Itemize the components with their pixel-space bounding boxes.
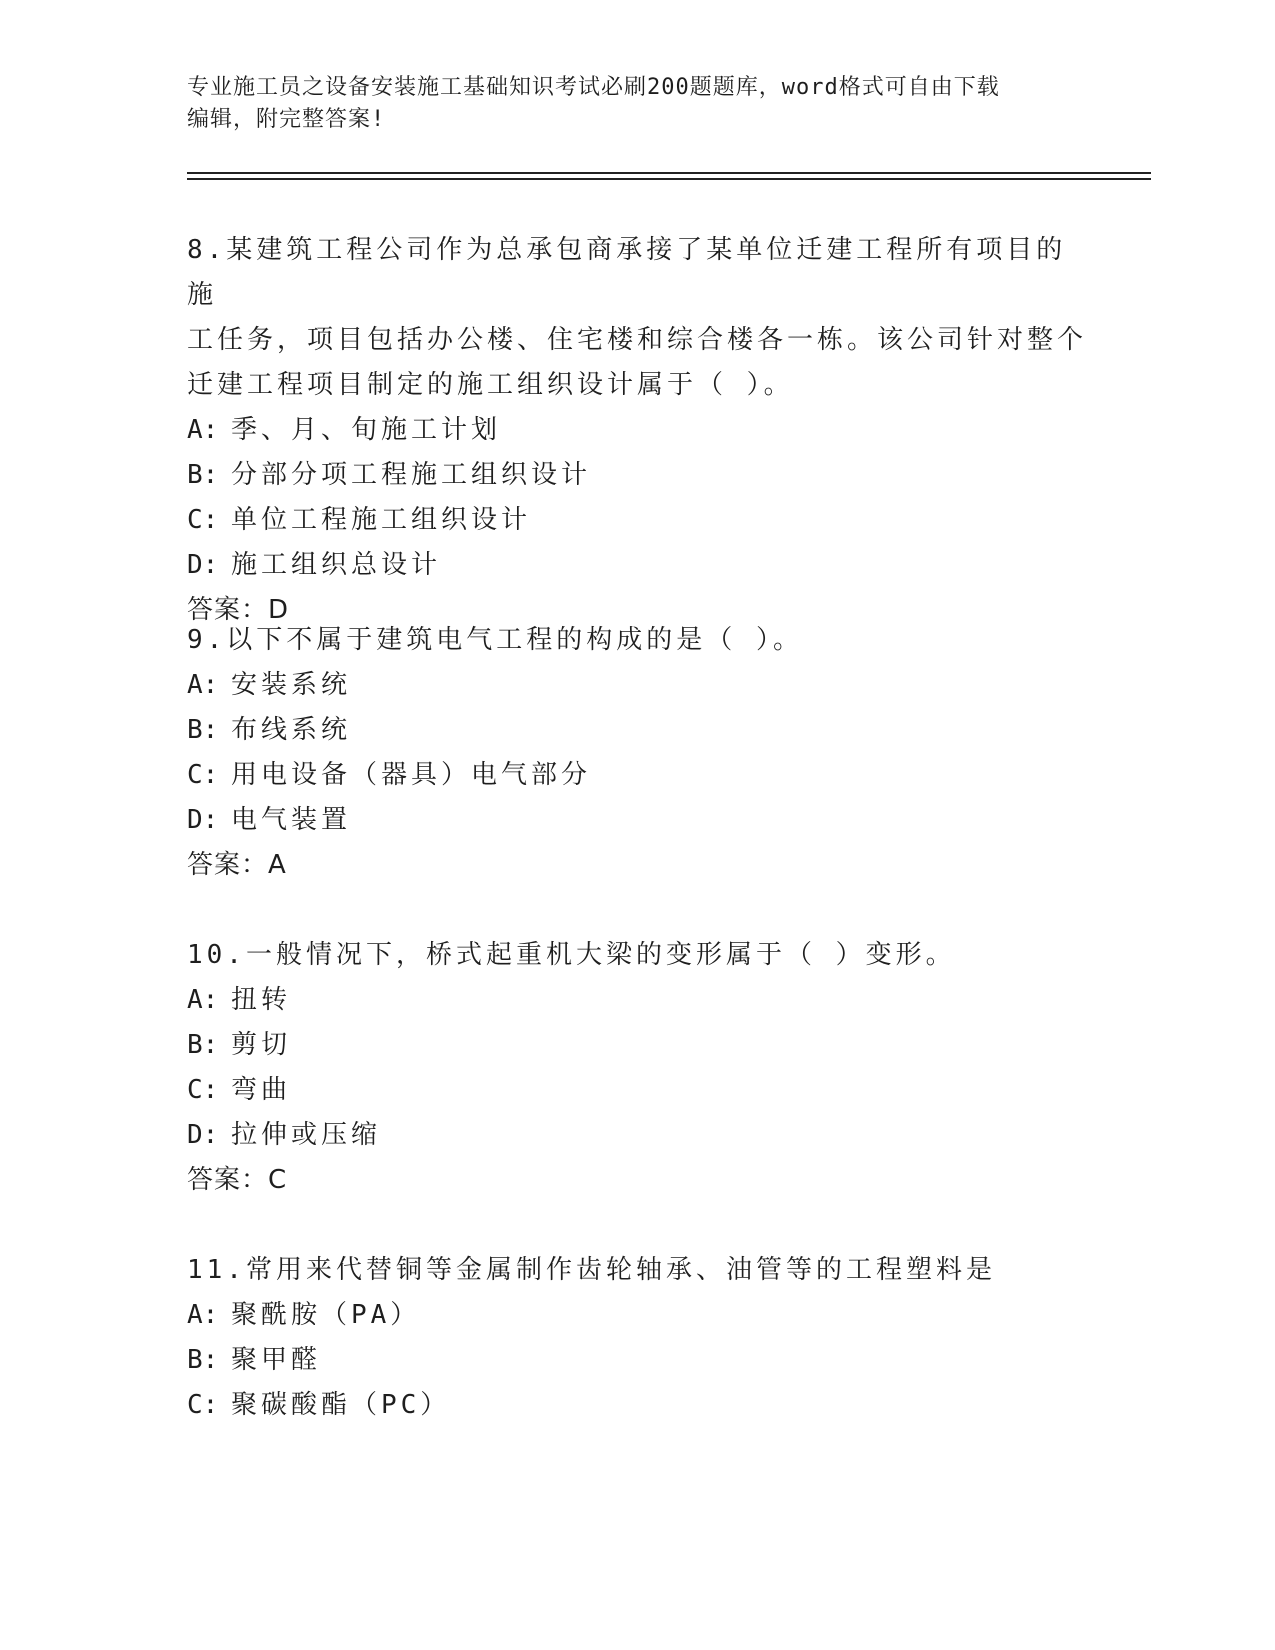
option-letter: C:: [187, 760, 219, 790]
option-letter: A:: [187, 670, 219, 700]
option-text: 施工组织总设计: [231, 550, 442, 580]
option-text: 聚碳酸酯（PC）: [231, 1390, 451, 1420]
option-c: [187, 1383, 1087, 1428]
document-header: [187, 72, 1067, 136]
option-letter: B:: [187, 1345, 219, 1375]
header-divider-top: [187, 172, 1151, 174]
option-a: [187, 978, 1087, 1023]
option-letter: A:: [187, 1300, 219, 1330]
option-b: [187, 1338, 1087, 1383]
question-stem-line: 10.一般情况下，桥式起重机大梁的变形属于（ ）变形。: [187, 940, 956, 970]
option-letter: D:: [187, 550, 219, 580]
option-letter: A:: [187, 415, 219, 445]
question-stem-line: 迁建工程项目制定的施工组织设计属于（ ）。: [187, 370, 794, 400]
option-text: 分部分项工程施工组织设计: [231, 460, 592, 490]
answer-line: 答案：C: [187, 1165, 288, 1195]
question-10: [187, 933, 1087, 1203]
option-b: [187, 1023, 1087, 1068]
option-text: 用电设备（器具）电气部分: [231, 760, 592, 790]
option-letter: C:: [187, 505, 219, 535]
option-c: [187, 1068, 1087, 1113]
option-c: [187, 498, 1087, 543]
question-stem-line: 11.常用来代替铜等金属制作齿轮轴承、油管等的工程塑料是: [187, 1255, 996, 1285]
question-9: [187, 618, 1087, 888]
answer-line: 答案：D: [187, 595, 290, 625]
option-text: 聚酰胺（PA）: [231, 1300, 421, 1330]
option-text: 扭转: [231, 985, 292, 1015]
option-text: 拉伸或压缩: [231, 1120, 382, 1150]
option-letter: B:: [187, 715, 219, 745]
option-a: [187, 1293, 1087, 1338]
option-letter: A:: [187, 985, 219, 1015]
option-text: 安装系统: [231, 670, 352, 700]
option-text: 聚甲醛: [231, 1345, 322, 1375]
option-d: [187, 543, 1087, 588]
option-letter: C:: [187, 1390, 219, 1420]
option-text: 季、月、旬施工计划: [231, 415, 502, 445]
option-d: [187, 1113, 1087, 1158]
question-stem-line: 8.某建筑工程公司作为总承包商承接了某单位迁建工程所有项目的施: [187, 235, 1067, 310]
option-a: [187, 408, 1087, 453]
option-b: [187, 708, 1087, 753]
question-8: [187, 228, 1087, 633]
option-a: [187, 663, 1087, 708]
header-divider-bottom: [187, 178, 1151, 180]
option-letter: B:: [187, 460, 219, 490]
option-b: [187, 453, 1087, 498]
option-d: [187, 798, 1087, 843]
header-title-line-1: 专业施工员之设备安装施工基础知识考试必刷200题题库，word格式可自由下载: [187, 75, 1000, 100]
option-letter: C:: [187, 1075, 219, 1105]
option-text: 电气装置: [231, 805, 352, 835]
header-title-line-2: 编辑，附完整答案!: [187, 107, 386, 132]
option-text: 剪切: [231, 1030, 292, 1060]
question-stem-line: 工任务，项目包括办公楼、住宅楼和综合楼各一栋。该公司针对整个: [187, 325, 1088, 355]
option-text: 单位工程施工组织设计: [231, 505, 532, 535]
option-text: 布线系统: [231, 715, 352, 745]
question-11: [187, 1248, 1087, 1428]
option-c: [187, 753, 1087, 798]
option-text: 弯曲: [231, 1075, 292, 1105]
question-stem-line: 9.以下不属于建筑电气工程的构成的是（ ）。: [187, 625, 803, 655]
option-letter: D:: [187, 805, 219, 835]
answer-line: 答案：A: [187, 850, 287, 880]
option-letter: D:: [187, 1120, 219, 1150]
option-letter: B:: [187, 1030, 219, 1060]
